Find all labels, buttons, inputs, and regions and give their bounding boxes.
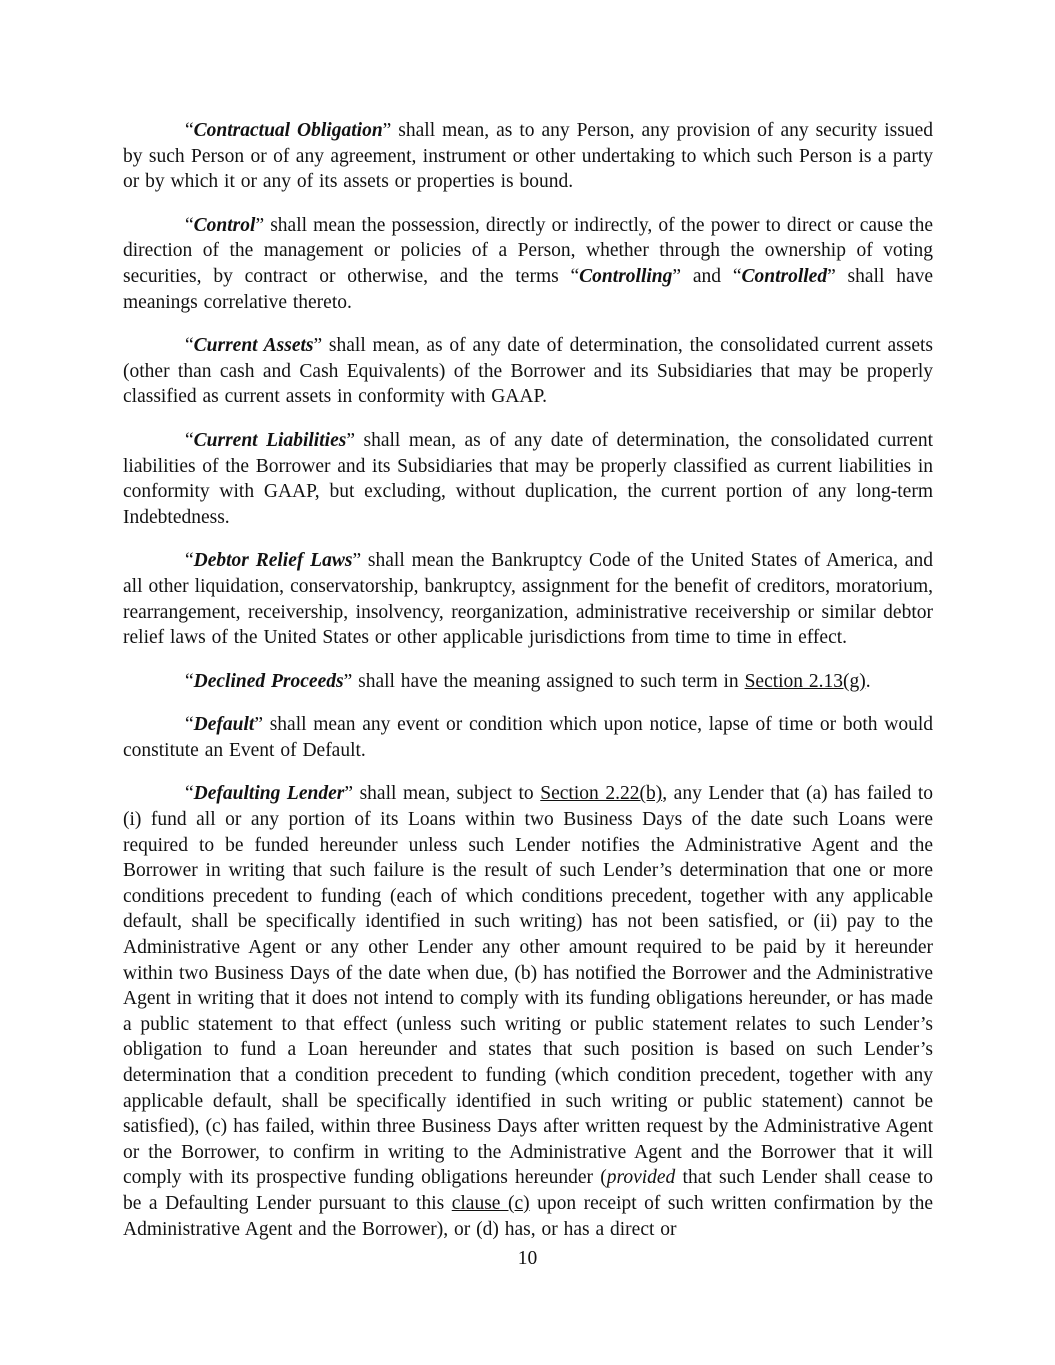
definition-control: “Control” shall mean the possession, directly or indirectly, of the power to direct or cause the direction of the management or policies of a Person, whether through the ownership of voting securities, by contract or otherwise, and the terms “Controlling” and “Controlled” shall have meanings correlative thereto. xyxy=(123,214,934,313)
section-ref-2-22-b[interactable]: Section 2.22(b) xyxy=(540,783,663,805)
definition-contractual-obligation: “Contractual Obligation” shall mean, as to any Person, any provision of any security issued by such Person or of any agreement, instrument or other undertaking to which such Person is a party or by which it or any of its assets or properties is bound. xyxy=(123,120,934,193)
term-declined-proceeds: Declined Proceeds xyxy=(193,670,344,692)
term-current-assets: Current Assets xyxy=(193,335,314,357)
definition-declined-proceeds: “Declined Proceeds” shall have the meaning assigned to such term in Section 2.13(g). xyxy=(185,670,871,692)
definition-defaulting-lender: “Defaulting Lender” shall mean, subject to Section 2.22(b), any Lender that (a) has failed to (i) fund all or any portion of its Loans within two Business Days of the date such Loans were required to be funded hereunder unless such Lender notifies the Administrative Agent and the Borrower in writing that such failure is the result of such Lender’s determination that one or more conditions precedent to funding (each of which conditions precedent, together with any applicable default, shall be specifically identified in such writing) has not been satisfied, or (ii) pay to the Administrative Agent or any other Lender any other amount required to be paid by it hereunder within two Business Days of the date when due, (b) has notified the Borrower and the Administrative Agent in writing that it does not intend to comply with its funding obligations hereunder, or has made a public statement to that effect (unless such writing or public statement relates to such Lender’s obligation to fund a Loan hereunder and states that such position is based on such Lender’s determination that a condition precedent to funding (which condition precedent, together with any applicable default, shall be specifically identified in such writing or public statement) cannot be satisfied), (c) has failed, within three Business Days after written request by the Administrative Agent or the Borrower, to confirm in writing to the Administrative Agent and the Borrower that it will comply with its prospective funding obligations hereunder (provided that such Lender shall cease to be a Defaulting Lender pursuant to this clause (c) upon receipt of such written confirmation by the Administrative Agent and the Borrower), or (d) has, or has a direct or xyxy=(123,783,933,1240)
term-current-liabilities: Current Liabilities xyxy=(193,429,347,451)
term-control: Control xyxy=(193,214,256,236)
term-defaulting-lender: Defaulting Lender xyxy=(193,783,345,805)
definition-current-liabilities: “Current Liabilities” shall mean, as of any date of determination, the consolidated current liabilities of the Borrower and its Subsidiaries that may be properly classified as current liabilities in conformity with GAAP, but excluding, without duplication, the current portion of any long-term Indebtedness. xyxy=(123,429,934,528)
definition-default: “Default” shall mean any event or condition which upon notice, lapse of time or both would constitute an Event of Default. xyxy=(123,714,933,761)
section-ref-2-13-g[interactable]: Section 2.13(g) xyxy=(744,670,866,692)
term-default: Default xyxy=(193,714,255,736)
term-controlling: Controlling xyxy=(579,265,673,287)
page-number: 10 xyxy=(517,1248,538,1269)
definition-current-assets: “Current Assets” shall mean, as of any date of determination, the consolidated current assets (other than cash and Cash Equivalents) of the Borrower and its Subsidiaries that may be properly classified as current assets in conformity with GAAP. xyxy=(123,335,933,408)
clause-ref-c[interactable]: clause (c) xyxy=(451,1192,530,1214)
document-body xyxy=(123,118,933,1260)
term-controlled: Controlled xyxy=(741,265,828,287)
term-debtor-relief-laws: Debtor Relief Laws xyxy=(193,550,353,572)
term-contractual-obligation: Contractual Obligation xyxy=(193,120,383,141)
definition-debtor-relief-laws: “Debtor Relief Laws” shall mean the Bankruptcy Code of the United States of America, and all other liquidation, conservatorship, bankruptcy, assignment for the benefit of creditors, moratorium, rearrangement, receivership, insolvency, reorganization, administrative receivership or similar debtor relief laws of the United States or other applicable jurisdictions from time to time in effect. xyxy=(123,550,933,649)
term-provided: provided xyxy=(606,1167,676,1189)
